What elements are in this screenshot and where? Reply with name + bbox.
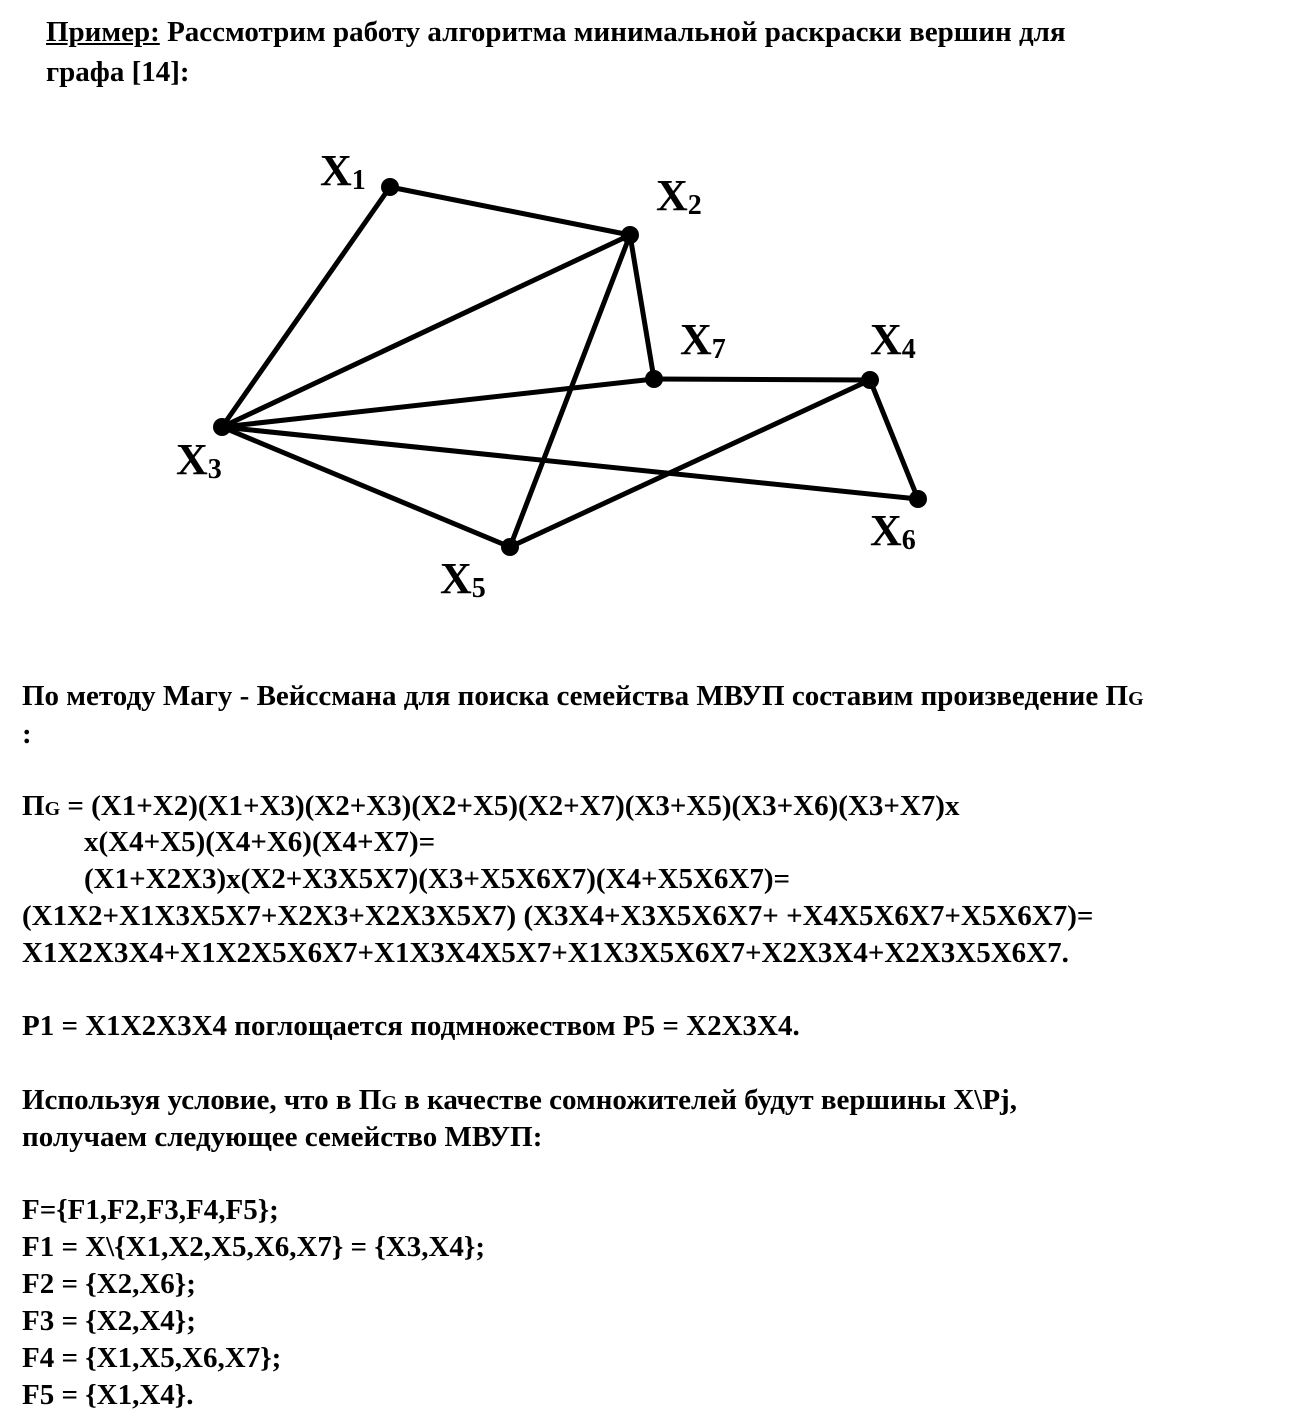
example-title-text: Рассмотрим работу алгоритма минимальной раскраски вершин для <box>159 16 1066 48</box>
edge-x1-x2 <box>390 187 630 235</box>
vertex-x1 <box>381 178 399 196</box>
condition-text-part1: Используя условие, что в П <box>22 1084 382 1116</box>
example-title-line2: графа [14]: <box>46 56 190 88</box>
condition-text-part2: в качестве сомножителей будут вершины X\Pj, <box>396 1084 1017 1116</box>
edge-x2-x7 <box>630 235 654 379</box>
product-line2: x(X4+X5)(X4+X6)(X4+X7)= <box>84 826 436 858</box>
vertex-label-x4: X4 <box>870 315 916 365</box>
method-subscript-g: G <box>1128 688 1144 710</box>
example-title-line1 <box>46 14 1066 50</box>
condition-line2: получаем следующее семейство МВУП: <box>22 1121 543 1153</box>
vertex-x5 <box>501 538 519 556</box>
product-subscript-g: G <box>44 798 61 820</box>
condition-line1 <box>22 1082 1017 1121</box>
vertex-x7 <box>645 370 663 388</box>
product-pi: П <box>22 790 45 822</box>
family-f5: F5 = {X1,X4}. <box>22 1379 194 1411</box>
vertex-x4 <box>861 371 879 389</box>
product-line5: X1X2X3X4+X1X2X5X6X7+X1X3X4X5X7+X1X3X5X6X7+X2X3X4+X2X3X5X6X7. <box>22 937 1069 969</box>
edge-x4-x7 <box>654 379 870 380</box>
vertex-x2 <box>621 226 639 244</box>
edge-x3-x6 <box>222 427 918 499</box>
vertex-label-x3: X3 <box>176 435 222 485</box>
edge-x1-x3 <box>222 187 390 427</box>
family-set: F={F1,F2,F3,F4,F5}; <box>22 1194 279 1226</box>
edge-x3-x7 <box>222 379 654 427</box>
vertex-label-x2: X2 <box>656 171 702 221</box>
method-line2: : <box>22 718 32 750</box>
vertex-label-x1: X1 <box>320 146 366 196</box>
graph-vertex-labels <box>176 146 916 604</box>
method-line1 <box>22 678 1144 717</box>
product-line3: (X1+X2X3)x(X2+X3X5X7)(X3+X5X6X7)(X4+X5X6X7)= <box>84 863 791 895</box>
graph-diagram <box>0 130 1298 610</box>
example-label: Пример: <box>46 16 160 48</box>
product-line1-text: = (X1+X2)(X1+X3)(X2+X3)(X2+X5)(X2+X7)(X3+X5)(X3+X6)(X3+X7)x <box>60 790 960 822</box>
graph-edges <box>222 187 918 547</box>
product-line1 <box>22 788 959 827</box>
edge-x4-x6 <box>870 380 918 499</box>
vertex-label-x6: X6 <box>870 506 916 556</box>
condition-subscript-g: G <box>381 1092 397 1114</box>
vertex-x6 <box>909 490 927 508</box>
absorption-statement: P1 = X1X2X3X4 поглощается подмножеством P5 = X2X3X4. <box>22 1010 800 1042</box>
vertex-label-x7: X7 <box>680 315 726 365</box>
vertex-label-x5: X5 <box>440 554 486 604</box>
family-f4: F4 = {X1,X5,X6,X7}; <box>22 1342 282 1374</box>
family-f3: F3 = {X2,X4}; <box>22 1305 196 1337</box>
family-f1: F1 = X\{X1,X2,X5,X6,X7} = {X3,X4}; <box>22 1231 485 1263</box>
method-text: По методу Магу - Вейссмана для поиска семейства МВУП составим произведение П <box>22 680 1129 712</box>
family-f2: F2 = {X2,X6}; <box>22 1268 196 1300</box>
edge-x3-x5 <box>222 427 510 547</box>
product-line4: (X1X2+X1X3X5X7+X2X3+X2X3X5X7) (X3X4+X3X5X6X7+ +X4X5X6X7+X5X6X7)= <box>22 900 1094 932</box>
graph-vertices <box>213 178 927 556</box>
vertex-x3 <box>213 418 231 436</box>
